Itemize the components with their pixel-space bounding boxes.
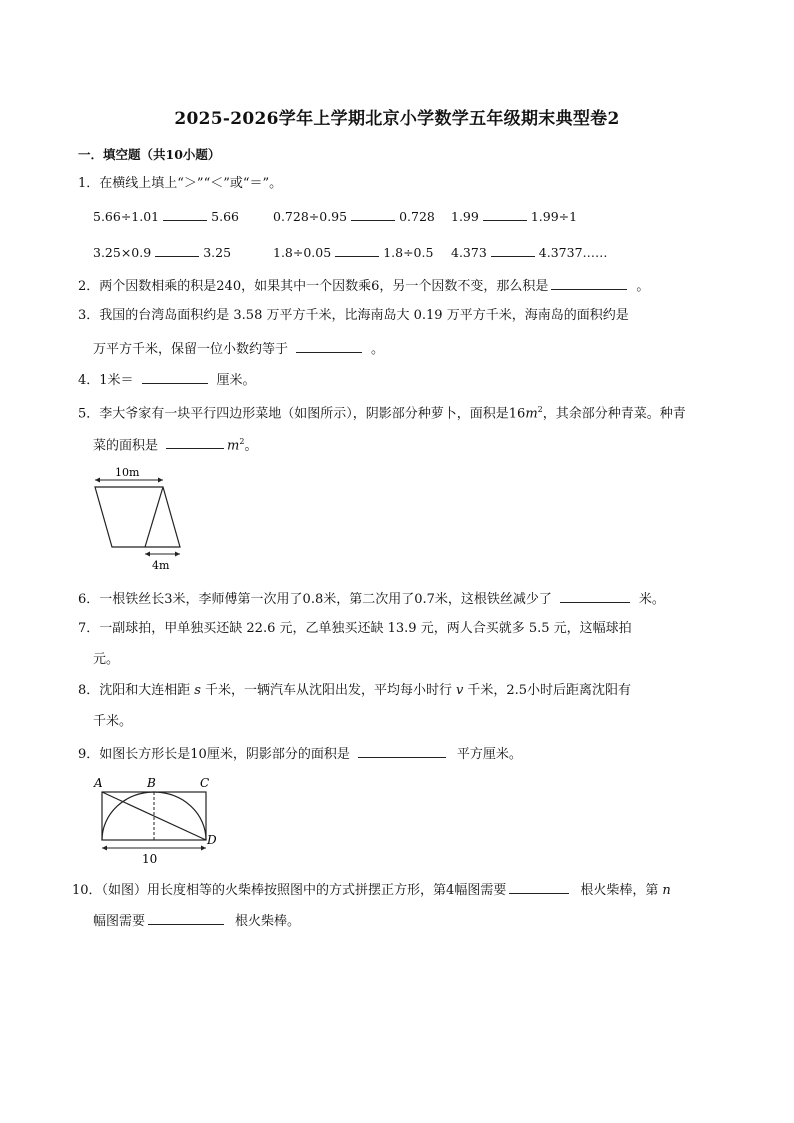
answer-blank[interactable] [358, 744, 446, 758]
fig-label-10: 10 [142, 852, 158, 866]
q5-line2: 菜的面积是 $m^2$。 [93, 437, 258, 454]
answer-blank[interactable] [491, 244, 535, 257]
q8-line1: 8．沈阳和大连相距 s 千米，一辆汽车从沈阳出发，平均每小时行 v 千米，2.5小时后距离沈阳有 [78, 683, 632, 698]
answer-blank[interactable] [155, 244, 199, 257]
q6-text: 6．一根铁丝长3米，李师傅第一次用了0.8米，第二次用了0.7米，这根铁丝减少了 米。 [78, 589, 665, 609]
q1-item: 1.8÷0.05 1.8÷0.5 [273, 245, 434, 260]
q1-item: 3.25×0.9 3.25 [93, 245, 232, 260]
answer-blank[interactable] [483, 208, 527, 221]
answer-blank[interactable] [351, 208, 395, 221]
answer-blank[interactable] [509, 880, 569, 894]
answer-blank[interactable] [335, 244, 379, 257]
q8-line2: 千米。 [93, 714, 133, 729]
q1-item: 5.66÷1.01 5.66 [93, 209, 239, 224]
q1-item: 1.99 1.99÷1 [451, 209, 578, 224]
q5-parallelogram-figure [88, 462, 198, 572]
point-a-label: A [94, 776, 103, 790]
q1-item: 0.728÷0.95 0.728 [273, 209, 435, 224]
point-d-label: D [207, 833, 217, 847]
q7-line2: 元。 [93, 652, 120, 667]
q3-line1: 3．我国的台湾岛面积约是 3.58 万平方千米，比海南岛大 0.19 万平方千米，海南岛的面积约是 [78, 308, 629, 323]
answer-blank[interactable] [560, 589, 630, 603]
point-c-label: C [200, 776, 210, 790]
answer-blank[interactable] [148, 911, 224, 925]
q9-rectangle-figure [90, 772, 230, 868]
q3-line2: 万平方千米，保留一位小数约等于 。 [93, 339, 384, 359]
answer-blank[interactable] [166, 435, 224, 449]
q7-line1: 7．一副球拍，甲单独买还缺 22.6 元，乙单独买还缺 13.9 元，两人合买就多 5.5 元，这幅球拍 [78, 621, 632, 636]
q1-item: 4.373 4.3737…… [451, 245, 608, 260]
answer-blank[interactable] [551, 276, 627, 290]
answer-blank[interactable] [163, 208, 207, 221]
point-b-label: B [147, 776, 156, 790]
q2-text: 2．两个因数相乘的积是240，如果其中一个因数乘6，另一个因数不变，那么积是 。 [78, 276, 649, 296]
fig-label-10m: 10m [115, 466, 140, 479]
fig-label-4m: 4m [152, 559, 170, 572]
answer-blank[interactable] [296, 339, 362, 353]
q10-line2: 幅图需要 根火柴棒。 [93, 911, 300, 931]
q5-line1: 5．李大爷家有一块平行四边形菜地（如图所示），阴影部分种萝卜，面积是$16m^2$，其余部分种青菜。种青 [78, 405, 686, 422]
section-heading: 一．填空题（共10小题） [78, 147, 221, 162]
q1-stem: 1．在横线上填上“＞”“＜”或“＝”。 [78, 176, 283, 191]
q10-line1: 10．（如图）用长度相等的火柴棒按照图中的方式拼摆正方形，第4幅图需要 根火柴棒，第 n [72, 880, 671, 900]
answer-blank[interactable] [142, 370, 208, 384]
page-title: 2025-2026学年上学期北京小学数学五年级期末典型卷2 [174, 109, 620, 129]
q9-text: 9．如图长方形长是10厘米，阴影部分的面积是 平方厘米。 [78, 744, 522, 764]
q4-text: 4．1米＝ 厘米。 [78, 370, 256, 390]
